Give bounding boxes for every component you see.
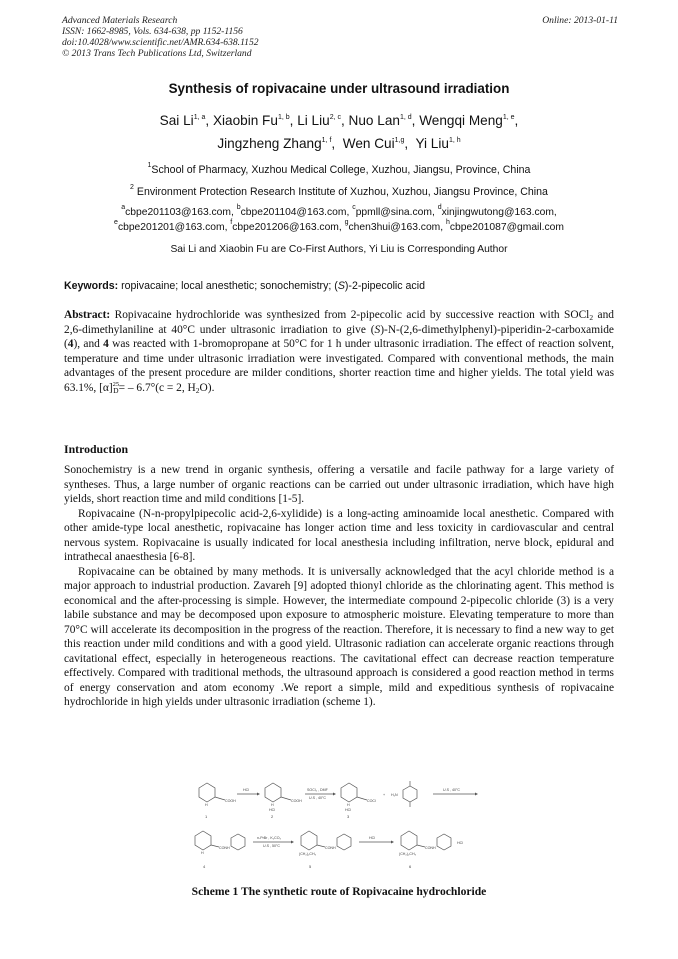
- abstract-text: O).: [199, 381, 215, 394]
- abstract-sup: 25: [112, 380, 120, 388]
- compound-1-structure: [199, 783, 236, 807]
- reagent-label: HCl: [369, 836, 375, 840]
- email-sup: a: [121, 204, 126, 211]
- author-name: Wen Cui: [342, 136, 395, 151]
- author-sup: 1, b: [277, 114, 290, 121]
- author-sup: 1, e: [502, 114, 515, 121]
- author-sup: 1,g: [394, 137, 405, 144]
- keywords-text-end: )-2-pipecolic acid: [344, 280, 425, 292]
- co-first-note: Sai Li and Xiaobin Fu are Co-First Authors, Yi Liu is Corresponding Author: [170, 244, 508, 255]
- email-link[interactable]: cbpe201206@163.com,: [232, 222, 345, 233]
- compound-number: 3: [347, 814, 350, 819]
- author-name: Xiaobin Fu: [212, 113, 278, 128]
- compound-number: 4: [103, 338, 109, 350]
- affiliation-2: [0, 186, 678, 198]
- journal-header: [62, 15, 618, 59]
- abstract-text: )-N-(2,6-dimethylphenyl)-piperidin-2-carboxamide (: [64, 323, 614, 350]
- abstract-sub: 2: [589, 313, 594, 322]
- email-sup: e: [114, 219, 118, 226]
- email-link[interactable]: cbpe201103@163.com,: [125, 207, 237, 218]
- svg-text:H: H: [271, 803, 274, 807]
- author-name: Sai Li: [159, 113, 194, 128]
- compound-number: 4: [67, 338, 74, 350]
- svg-text:H: H: [201, 851, 204, 855]
- svg-text:H: H: [347, 803, 350, 807]
- email-line-1: [0, 204, 678, 218]
- dimethylaniline-structure: [391, 781, 417, 807]
- author-name: Nuo Lan: [348, 113, 400, 128]
- keywords-text: ropivacaine; local anesthetic; sonochemistry; (: [118, 280, 338, 292]
- svg-text:COOH: COOH: [225, 799, 236, 803]
- issn-line: ISSN: 1662-8985, Vols. 634-638, pp 1152-1156: [62, 26, 243, 37]
- author-name: Yi Liu: [415, 136, 449, 151]
- compound-number: 6: [409, 864, 412, 869]
- abstract-text: = – 6.7°(c = 2, H: [118, 381, 196, 394]
- intro-paragraph-3: Ropivacaine can be obtained by many methods. It is universally acknowledged that the acyl chloride method is a major approach to industrial production. Zavareh [9] adopted thionyl chloride as the chlorinating agent. This method is economical and the after-processing is simple. However, the intermediate compound 2-pipecolic chloride (3) is a very labile substance and may be decomposed upon exposure to atmospheric moisture. Elevating temperature to more than 70°C will accelerate its decomposition in the progress of the reaction. Therefore, it is necessary to find a new way to get this reaction under mild conditions and with a good yield. Ultrasonic radiation can accelerate organic reactions through cavitational effect, especially in heterogeneous reactions. The cavitational effect can decrease reaction temperature effectively. Compared with traditional methods, the ultrasound approach is considered a good reaction method in terms of energy conservation and atom economy .We report a simple, mild and expeditious synthesis of ropivacaine hydrochloride in high yields under ultrasonic irradiation (scheme 1).: [64, 565, 614, 708]
- synthetic-scheme-figure: [185, 776, 495, 876]
- svg-text:CONH: CONH: [219, 846, 230, 850]
- svg-text:CONH: CONH: [425, 846, 436, 850]
- author-name: Wengqi Meng: [419, 113, 503, 128]
- svg-text:H: H: [205, 803, 208, 807]
- email-sup: f: [230, 219, 233, 226]
- scheme-caption: Scheme 1 The synthetic route of Ropivacaine hydrochloride: [191, 885, 487, 898]
- author-name: Li Liu: [297, 113, 330, 128]
- email-sup: g: [344, 219, 349, 226]
- affiliation-sup: 1: [147, 162, 152, 169]
- compound-number: 4: [203, 864, 206, 869]
- online-date: Online: 2013-01-11: [542, 15, 618, 26]
- email-sup: c: [352, 204, 356, 211]
- keywords: [64, 280, 616, 292]
- condition-label: U.S , 50°C: [263, 844, 281, 848]
- compound-5-structure: [299, 831, 351, 856]
- reagent-label: HCl: [243, 788, 249, 792]
- author-line-1: Sai Li$^{1, a}$, Xiaobin Fu$^{1, b}$, Li Liu$^{2, c}$, Nuo Lan$^{1, d}$, Wengqi Meng$^{1, e}$,: [159, 113, 519, 128]
- compound-number: 2: [271, 814, 274, 819]
- compound-number: 5: [309, 864, 312, 869]
- svg-text:H₂N: H₂N: [391, 793, 398, 797]
- author-sup: 1, a: [193, 114, 206, 121]
- email-line-2: [0, 219, 678, 233]
- author-sup: 2, c: [329, 114, 341, 121]
- abstract-text: and 2,6-dimethylaniline at 40°C under ultrasonic irradiation to give (: [64, 309, 614, 336]
- copyright-line: © 2013 Trans Tech Publications Ltd, Switzerland: [62, 48, 252, 59]
- svg-text:CONH: CONH: [325, 846, 336, 850]
- abstract-sub: D: [113, 385, 119, 395]
- author-sup: 1, d: [399, 114, 412, 121]
- email-link[interactable]: cbpe201087@gmail.com: [449, 222, 564, 233]
- section-heading-introduction: Introduction: [64, 442, 129, 456]
- intro-paragraph-1: Sonochemistry is a new trend in organic synthesis, offering a versatile and facile pathway for a large variety of syntheses. Thus, a large number of organic reactions can be carried out under ultrasonic irradiation, which have high yields, short reaction time and mild conditions [1-5].: [64, 464, 614, 505]
- keywords-label: Keywords:: [64, 280, 119, 292]
- email-link[interactable]: cbpe201201@163.com,: [117, 222, 231, 233]
- abstract-text: was reacted with 1-bromopropane at 50°C for 1 h under ultrasonic irradiation. The effect of reaction solvent, temperature and time under ultrasonic irradiation were investigated. Compared with conventional methods, the main advantages of the present procedure are milder conditions, shorter reaction time and higher yields. The total yield was 63.1%, [α]: [64, 338, 614, 394]
- abstract-text: Ropivacaine hydrochloride was synthesized from 2-pipecolic acid by successive reaction with SOCl: [110, 309, 590, 321]
- abstract-label: Abstract:: [64, 309, 111, 321]
- affiliation-text: Environment Protection Research Institute of Xuzhou, Xuzhou, Jiangsu Province, China: [133, 186, 548, 198]
- affiliation-sup: 2: [130, 184, 134, 191]
- keywords-italic: S: [337, 280, 345, 292]
- author-line-2: Jingzheng Zhang$^{1, f}$, Wen Cui$^{1,g}$, Yi Liu$^{1, h}$: [217, 136, 461, 151]
- abstract-sub: 2: [195, 385, 200, 395]
- abstract: [64, 308, 614, 395]
- email-link[interactable]: xinjingwutong@163.com,: [441, 207, 557, 218]
- svg-text:HCl: HCl: [345, 808, 351, 812]
- author-sup: 1, h: [448, 137, 461, 144]
- condition-label: U.S , 40°C: [309, 796, 327, 800]
- reagent-label: U.S , 40°C: [443, 788, 461, 792]
- doi-line: doi:10.4028/www.scientific.net/AMR.634-638.1152: [62, 37, 259, 48]
- intro-paragraph-2: Ropivacaine (N-n-propylpipecolic acid-2,6-xylidide) is a long-acting aminoamide local anesthetic. Compared with other amide-type local anesthetic, ropivacaine has longer action time and less toxicity in cardiovascular and central nervous system. Ropivacaine is usually indicated for local anesthesia including infiltration, nerve block, epidural and intrathecal anaesthesia [6-8].: [64, 507, 614, 563]
- svg-text:+: +: [383, 793, 386, 797]
- svg-text:(CH₂)₂CH₃: (CH₂)₂CH₃: [299, 852, 317, 856]
- journal-name: Advanced Materials Research: [62, 15, 178, 26]
- email-sup: b: [236, 204, 241, 211]
- reagent-label: SOCl₂ , DMF: [307, 788, 328, 792]
- svg-text:(CH₂)₂CH₃: (CH₂)₂CH₃: [399, 852, 417, 856]
- email-link[interactable]: ppmll@sina.com,: [355, 207, 438, 218]
- paper-title: Synthesis of ropivacaine under ultrasound irradiation: [168, 81, 510, 96]
- affiliation-1: [0, 164, 678, 176]
- affiliation-text: School of Pharmacy, Xuzhou Medical College, Xuzhou, Jiangsu, Province, China: [151, 164, 531, 176]
- author-sup: 1, f: [321, 137, 332, 144]
- svg-text:COOH: COOH: [291, 799, 302, 803]
- email-link[interactable]: chen3hui@163.com,: [348, 222, 446, 233]
- reagent-label: n-PrBr , K₂CO₃: [257, 836, 282, 840]
- svg-text:COCl: COCl: [367, 799, 376, 803]
- compound-number: 1: [205, 814, 208, 819]
- svg-text:HCl: HCl: [269, 808, 275, 812]
- email-sup: d: [437, 204, 442, 211]
- introduction-body: [64, 463, 614, 710]
- author-name: Jingzheng Zhang: [217, 136, 322, 151]
- compound-6-structure: [399, 831, 463, 856]
- compound-4-structure: [195, 831, 245, 855]
- svg-text:HCl: HCl: [457, 841, 463, 845]
- email-sup: h: [445, 219, 450, 226]
- abstract-text: ), and: [73, 338, 104, 350]
- abstract-italic: S: [374, 323, 381, 336]
- compound-3-structure: [341, 783, 376, 812]
- email-link[interactable]: cbpe201104@163.com,: [240, 207, 353, 218]
- compound-2-structure: [265, 783, 302, 812]
